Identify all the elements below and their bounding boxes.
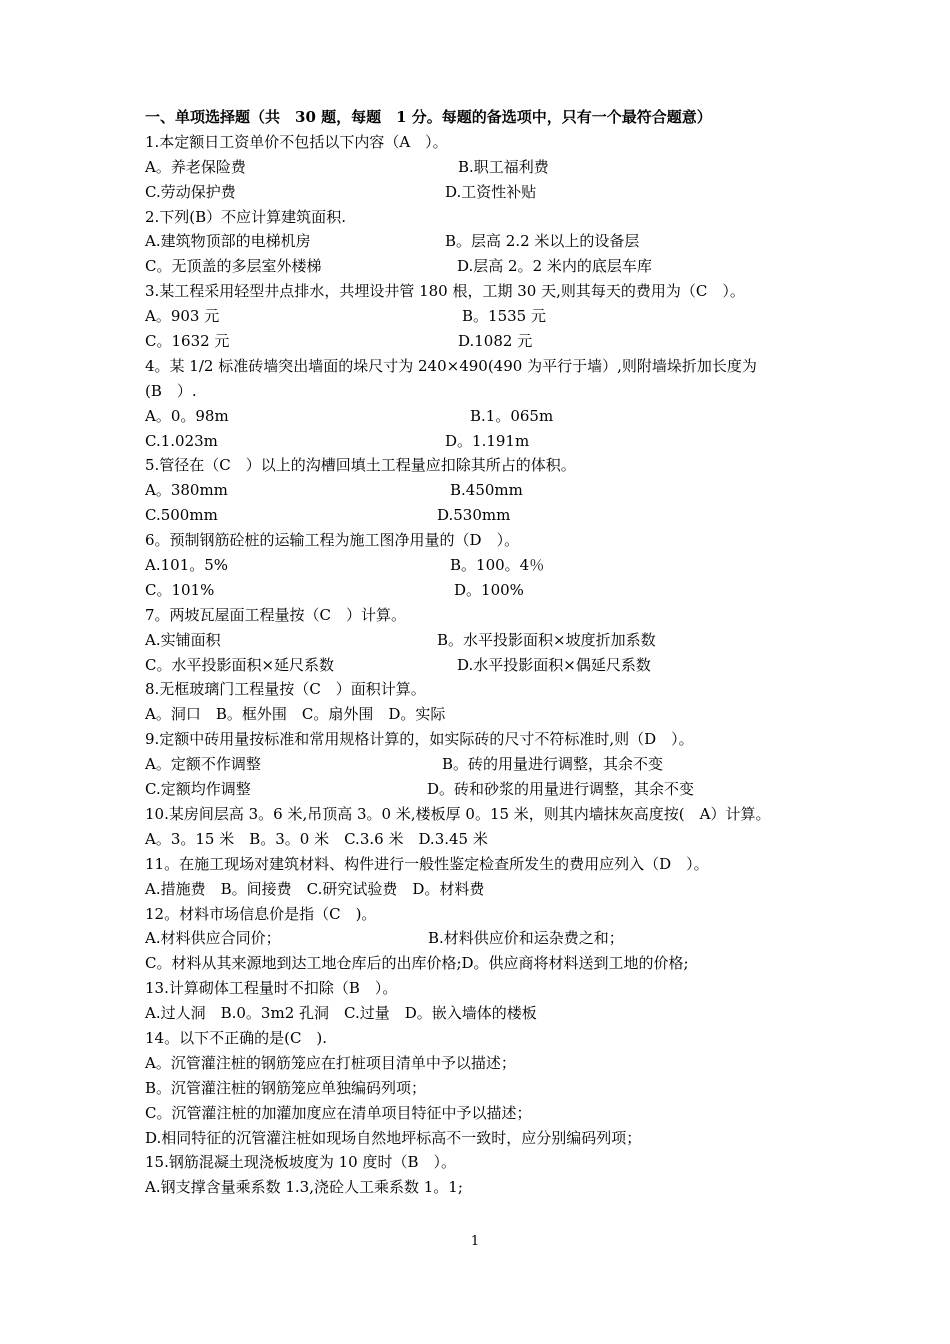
question-11: 11。在施工现场对建筑材料、构件进行一般性鉴定检查所发生的费用应列入（D ）。 bbox=[145, 854, 709, 873]
question-7: 7。两坡瓦屋面工程量按（C ）计算。 bbox=[145, 605, 407, 624]
section-heading: 一、单项选择题（共 30 题，每题 1 分。每题的备选项中，只有一个最符合题意） bbox=[145, 108, 712, 126]
question-8: 8.无框玻璃门工程量按（C ）面积计算。 bbox=[145, 680, 426, 699]
option-a: A。0。98m bbox=[145, 406, 229, 425]
question-14: 14。以下不正确的是(C ). bbox=[145, 1028, 328, 1047]
option-a: A。380mm bbox=[145, 481, 228, 500]
option-c: C.劳动保护费 bbox=[145, 182, 236, 201]
option-c: C。水平投影面积×延尺系数 bbox=[145, 655, 335, 674]
exam-content bbox=[145, 105, 825, 1200]
option-c: C。无顶盖的多层室外楼梯 bbox=[145, 257, 322, 276]
question-15: 15.钢筋混凝土现浇板坡度为 10 度时（B ）。 bbox=[145, 1153, 457, 1172]
question-13: 13.计算砌体工程量时不扣除（B ）。 bbox=[145, 979, 398, 998]
question-3: 3.某工程采用轻型井点排水，共埋设井管 180 根，工期 30 天,则其每天的费用为（C ）。 bbox=[145, 282, 745, 301]
question-9-options-cd bbox=[145, 777, 825, 802]
question-10-options: A。3。15 米 B。3。0 米 C.3.6 米 D.3.45 米 bbox=[145, 829, 488, 848]
question-2-options-ab bbox=[145, 229, 825, 254]
option-a: A.实铺面积 bbox=[145, 630, 221, 649]
option-a: A.101。5% bbox=[145, 556, 229, 575]
question-1: 1.本定额日工资单价不包括以下内容（A ）。 bbox=[145, 132, 448, 151]
option-b: B。层高 2.2 米以上的设备层 bbox=[445, 232, 640, 251]
question-5-options-ab bbox=[145, 478, 825, 503]
question-4-continued: (B ）. bbox=[145, 381, 197, 400]
question-14-option-b: B。沉管灌注桩的钢筋笼应单独编码列项； bbox=[145, 1078, 427, 1097]
question-3-options-ab bbox=[145, 304, 825, 329]
question-4-options-cd bbox=[145, 429, 825, 454]
option-d: D。1.191m bbox=[445, 431, 530, 450]
question-10: 10.某房间层高 3。6 米,吊顶高 3。0 米,楼板厚 0。15 米，则其内墙抹灰高度按( A）计算。 bbox=[145, 804, 771, 823]
option-d: D.层高 2。2 米内的底层车库 bbox=[457, 257, 652, 276]
option-a: A。养老保险费 bbox=[145, 157, 246, 176]
option-a: A。903 元 bbox=[145, 307, 220, 326]
question-3-options-cd bbox=[145, 329, 825, 354]
option-c: C。101% bbox=[145, 580, 215, 599]
question-13-options: A.过人洞 B.0。3m2 孔洞 C.过量 D。嵌入墙体的楼板 bbox=[145, 1004, 537, 1023]
option-c: C.500mm bbox=[145, 506, 218, 525]
question-5-options-cd bbox=[145, 503, 825, 528]
question-7-options-ab bbox=[145, 628, 825, 653]
option-b: B。水平投影面积×坡度折加系数 bbox=[437, 630, 656, 649]
question-5: 5.管径在（C ）以上的沟槽回填土工程量应扣除其所占的体积。 bbox=[145, 456, 576, 475]
question-1-options-cd bbox=[145, 180, 825, 205]
option-d: D.水平投影面积×偶延尺系数 bbox=[457, 655, 651, 674]
question-2: 2.下列(B）不应计算建筑面积. bbox=[145, 207, 346, 226]
option-b: B.450mm bbox=[450, 481, 523, 500]
question-8-options: A。洞口 B。框外围 C。扇外围 D。实际 bbox=[145, 705, 446, 724]
page-number: 1 bbox=[470, 1234, 480, 1249]
option-b: B。100。4％ bbox=[450, 556, 545, 575]
question-11-options: A.措施费 B。间接费 C.研究试验费 D。材料费 bbox=[145, 879, 485, 898]
option-b: B。砖的用量进行调整，其余不变 bbox=[442, 755, 664, 774]
option-c: C.1.023m bbox=[145, 431, 218, 450]
option-b: B.1。065m bbox=[470, 406, 554, 425]
option-a: A。定额不作调整 bbox=[145, 755, 261, 774]
question-12-options-ab bbox=[145, 926, 825, 951]
question-9-options-ab bbox=[145, 752, 825, 777]
option-c: C.定额均作调整 bbox=[145, 780, 251, 799]
option-d: D。砖和砂浆的用量进行调整，其余不变 bbox=[427, 780, 695, 799]
question-14-option-c: C。沉管灌注桩的加灌加度应在清单项目特征中予以描述； bbox=[145, 1103, 532, 1122]
question-4: 4。某 1/2 标准砖墙突出墙面的垛尺寸为 240×490(490 为平行于墙）,则附墙垛折加长度为 bbox=[145, 356, 757, 375]
option-a: A.材料供应合同价； bbox=[145, 929, 281, 948]
question-6-options-cd bbox=[145, 578, 825, 603]
option-b: B.职工福利费 bbox=[458, 157, 549, 176]
option-c: C。1632 元 bbox=[145, 332, 230, 351]
option-d: D.530mm bbox=[437, 506, 511, 525]
question-9: 9.定额中砖用量按标准和常用规格计算的，如实际砖的尺寸不符标准时,则（D ）。 bbox=[145, 730, 694, 749]
option-d: D。100% bbox=[454, 580, 524, 599]
question-12: 12。材料市场信息价是指（C )。 bbox=[145, 904, 377, 923]
option-d: D.工资性补贴 bbox=[445, 182, 537, 201]
question-7-options-cd bbox=[145, 653, 825, 678]
question-6: 6。预制钢筋砼桩的运输工程为施工图净用量的（D ）。 bbox=[145, 531, 520, 550]
option-a: A.建筑物顶部的电梯机房 bbox=[145, 232, 311, 251]
question-14-option-d: D.相同特征的沉管灌注桩如现场自然地坪标高不一致时，应分别编码列项； bbox=[145, 1128, 642, 1147]
question-12-options-cd: C。材料从其来源地到达工地仓库后的出库价格;D。供应商将材料送到工地的价格; bbox=[145, 954, 689, 973]
question-15-option-a: A.钢支撑含量乘系数 1.3,浇砼人工乘系数 1。1; bbox=[145, 1178, 463, 1197]
question-14-option-a: A。沉管灌注桩的钢筋笼应在打桩项目清单中予以描述； bbox=[145, 1053, 516, 1072]
question-2-options-cd bbox=[145, 254, 825, 279]
question-1-options-ab bbox=[145, 155, 825, 180]
question-4-options-ab bbox=[145, 404, 825, 429]
option-b: B.材料供应价和运杂费之和； bbox=[428, 929, 624, 948]
option-b: B。1535 元 bbox=[462, 307, 546, 326]
question-6-options-ab bbox=[145, 553, 825, 578]
option-d: D.1082 元 bbox=[458, 332, 533, 351]
